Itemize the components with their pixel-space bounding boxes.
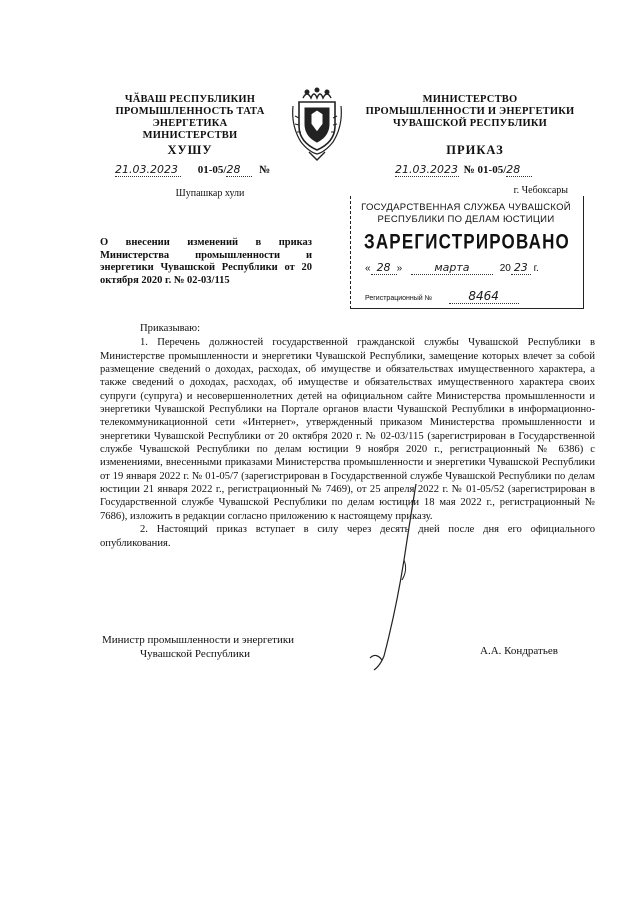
signatory-position-line-1: Министр промышленности и энергетики — [102, 634, 295, 646]
order-subject: О внесении изменений в приказ Министерства промышленности и энергетики Чувашской Республики от 20 октября 2020 г. № 02-03/115 — [100, 237, 312, 286]
left-date-handwritten: 21.03.2023 — [115, 163, 181, 177]
order-paragraph-2: 2. Настоящий приказ вступает в силу через десять дней после дня его официального опубликования. — [100, 524, 595, 549]
left-header-org — [80, 94, 300, 142]
stamp-org: ГОСУДАРСТВЕННАЯ СЛУЖБА ЧУВАШСКОЙ РЕСПУБЛИКИ ПО ДЕЛАМ ЮСТИЦИИ — [361, 202, 571, 225]
left-header-line-1: ЧӐВАШ РЕСПУБЛИКИН — [124, 94, 256, 105]
order-body — [100, 322, 595, 550]
stamp-year-handwritten: 23 — [511, 261, 531, 275]
right-place: г. Чебоксары — [513, 185, 568, 196]
right-header-line-2: ПРОМЫШЛЕННОСТИ И ЭНЕРГЕТИКИ — [365, 106, 575, 117]
left-header-line-3: МИНИСТЕРСТВИ — [142, 130, 238, 141]
registration-stamp — [350, 196, 584, 309]
stamp-reg-line — [365, 287, 575, 305]
left-number-handwritten: 28 — [226, 163, 252, 177]
right-doc-title: ПРИКАЗ — [446, 143, 504, 157]
stamp-year-prefix: 20 — [499, 263, 511, 274]
order-intro: Приказываю: — [140, 323, 201, 334]
right-date-handwritten: 21.03.2023 — [395, 163, 458, 176]
signatory-position-line-2: Чувашской Республики — [140, 648, 251, 660]
stamp-day-handwritten: 28 — [371, 261, 397, 275]
signatory-name: А.А. Кондратьев — [480, 645, 558, 657]
left-header-line-2: ПРОМЫШЛЕННОСТЬ ТАТА ЭНЕРГЕТИКА — [115, 106, 265, 129]
left-number-printed: 01-05/ — [197, 164, 227, 176]
signature-stroke — [366, 480, 426, 680]
left-no-sign: № — [259, 164, 271, 176]
coat-of-arms-emblem — [289, 86, 345, 162]
left-place: Шупашкар хули — [175, 188, 245, 199]
right-number-handwritten: 28 — [506, 163, 532, 177]
right-date-number-line — [395, 163, 595, 177]
left-doc-title: ХУШУ — [167, 143, 213, 157]
stamp-quote-open: « — [365, 263, 371, 274]
stamp-date-line — [365, 261, 575, 275]
right-header-line-1: МИНИСТЕРСТВО — [422, 94, 518, 105]
stamp-quote-close: » — [396, 263, 403, 274]
signatory-position — [102, 633, 362, 661]
order-paragraph-1: 1. Перечень должностей государственной гражданской службы Чувашской Республики в Министерстве промышленности и энергетики Чувашской Республики, замещение которых влечет за собой размещение сведений о доходах, расходах, об имуществе и обязательствах имущественного характера, а также сведений о доходах, расходах, об имуществе и обязательствах имущественного характера своих супруги (супруга) и несовершеннолетних детей на официальном сайте Министерства промышленности и энергетики Чувашской Республики на Портале органов власти Чувашской Республики в информационно-телекоммуникационной сети «Интернет», утвержденный приказом Министерства промышленности и энергетики Чувашской Республики от 20 октября 2020 г. № 02-03/115 (зарегистрирован в Государственной службе Чувашской Республики по делам юстиции 9 ноября 2020 г., регистрационный № 6386) с изменениями, внесенными приказами Министерства промышленности и энергетики Чувашской Республики от 19 января 2022 г. № 01-05/7 (зарегистрирован в Государственной службе Чувашской Республики по делам юстиции 21 января 2022 г., регистрационный № 7469), от 25 апреля 2022 г. № 01-05/52 (зарегистрирован в Государственной службе Чувашской Республики по делам юстиции 18 мая 2022 г., регистрационный № 7686), изложить в редакции согласно приложению к настоящему приказу. — [100, 337, 595, 522]
stamp-month-handwritten: марта — [411, 261, 493, 275]
stamp-year-suffix: г. — [533, 263, 539, 274]
left-date-number-line — [115, 163, 285, 177]
right-number-printed: № 01-05/ — [463, 164, 507, 176]
right-header-line-3: ЧУВАШСКОЙ РЕСПУБЛИКИ — [392, 118, 548, 129]
stamp-status: ЗАРЕГИСТРИРОВАНО — [363, 229, 570, 254]
stamp-reg-label: Регистрационный № — [365, 295, 433, 302]
stamp-reg-number-handwritten: 8464 — [449, 289, 519, 304]
right-header-org — [360, 94, 580, 130]
